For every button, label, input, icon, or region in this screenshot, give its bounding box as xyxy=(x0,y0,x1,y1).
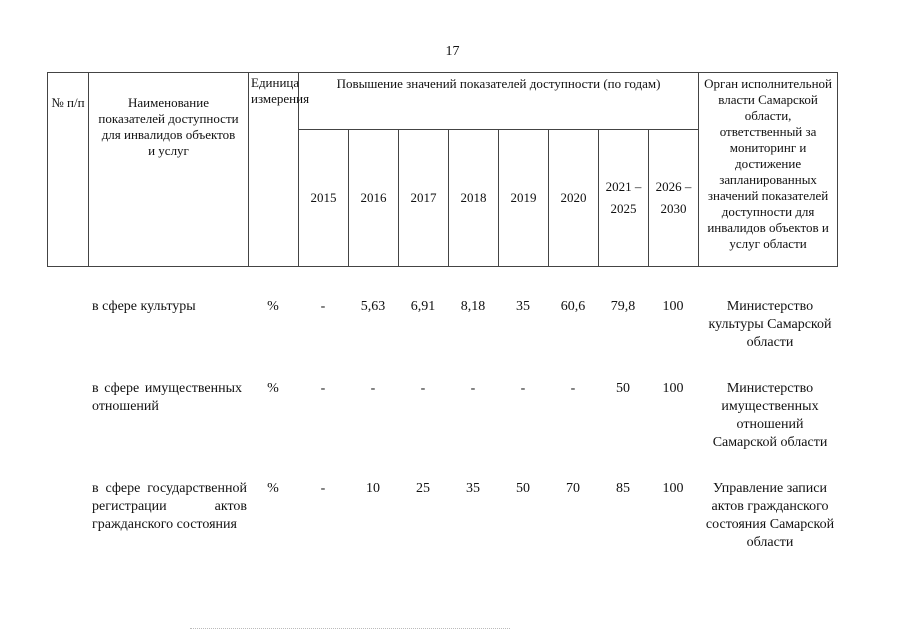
row-value-2016: 5,63 xyxy=(360,299,386,314)
row-value-2021-2025: 85 xyxy=(616,481,630,496)
row-unit: % xyxy=(267,481,279,496)
row-value-2018: 35 xyxy=(466,481,480,496)
row-value-2026-2030: 100 xyxy=(662,299,684,314)
row-organ: Министерство культуры Самарской области xyxy=(708,299,832,350)
page-number: 17 xyxy=(445,44,460,59)
row-value-2026-2030: 100 xyxy=(662,481,684,496)
header-year-2016: 2016 xyxy=(349,130,399,267)
header-year-2018: 2018 xyxy=(449,130,499,267)
row-unit: % xyxy=(267,299,279,314)
row-value-2019: - xyxy=(520,381,526,396)
header-year-2021-2025: 2021 – 2025 xyxy=(599,130,649,267)
row-value-2019: 50 xyxy=(516,481,530,496)
row-name: в сфере имущественных отношений xyxy=(92,381,242,414)
row-value-2015: - xyxy=(320,299,326,314)
table-header xyxy=(47,72,838,267)
row-name: в сфере культуры xyxy=(92,299,196,314)
header-organ-text: Орган исполнительной власти Самарской области, ответственный за мониторинг и достижение запланированных значений показателей доступности для инвалидов объектов и услуг области xyxy=(704,76,833,251)
row-value-2026-2030: 100 xyxy=(662,381,684,396)
row-value-2016: 10 xyxy=(366,481,380,496)
row-value-2020: 70 xyxy=(566,481,580,496)
row-value-2017: 6,91 xyxy=(410,299,436,314)
row-value-2017: 25 xyxy=(416,481,430,496)
row-value-2020: - xyxy=(570,381,576,396)
header-unit: Единица измерения xyxy=(249,73,299,267)
header-name: Наименование показателей доступности для инвалидов объектов и услуг xyxy=(89,73,249,267)
header-increase: Повышение значений показателей доступности (по годам) xyxy=(299,73,699,130)
header-year-2017: 2017 xyxy=(399,130,449,267)
header-organ xyxy=(699,73,838,267)
header-year-2026-2030: 2026 – 2030 xyxy=(649,130,699,267)
row-organ: Министерство имущественных отношений Самарской области xyxy=(712,381,828,450)
row-value-2015: - xyxy=(320,481,326,496)
row-value-2020: 60,6 xyxy=(560,299,586,314)
header-year-2019: 2019 xyxy=(499,130,549,267)
scan-artifact-line xyxy=(190,628,510,631)
header-year-2015: 2015 xyxy=(299,130,349,267)
row-value-2018: - xyxy=(470,381,476,396)
header-num: № п/п xyxy=(48,73,89,267)
row-organ: Управление записи актов гражданского состояния Самарской области xyxy=(705,481,835,550)
header-year-2020: 2020 xyxy=(549,130,599,267)
row-value-2017: - xyxy=(420,381,426,396)
row-value-2021-2025: 79,8 xyxy=(610,299,636,314)
row-value-2021-2025: 50 xyxy=(616,381,630,396)
row-value-2016: - xyxy=(370,381,376,396)
row-name: в сфере государственной регистрации актов гражданского состояния xyxy=(92,481,247,532)
row-value-2018: 8,18 xyxy=(460,299,486,314)
row-value-2019: 35 xyxy=(516,299,530,314)
row-unit: % xyxy=(267,381,279,396)
row-value-2015: - xyxy=(320,381,326,396)
